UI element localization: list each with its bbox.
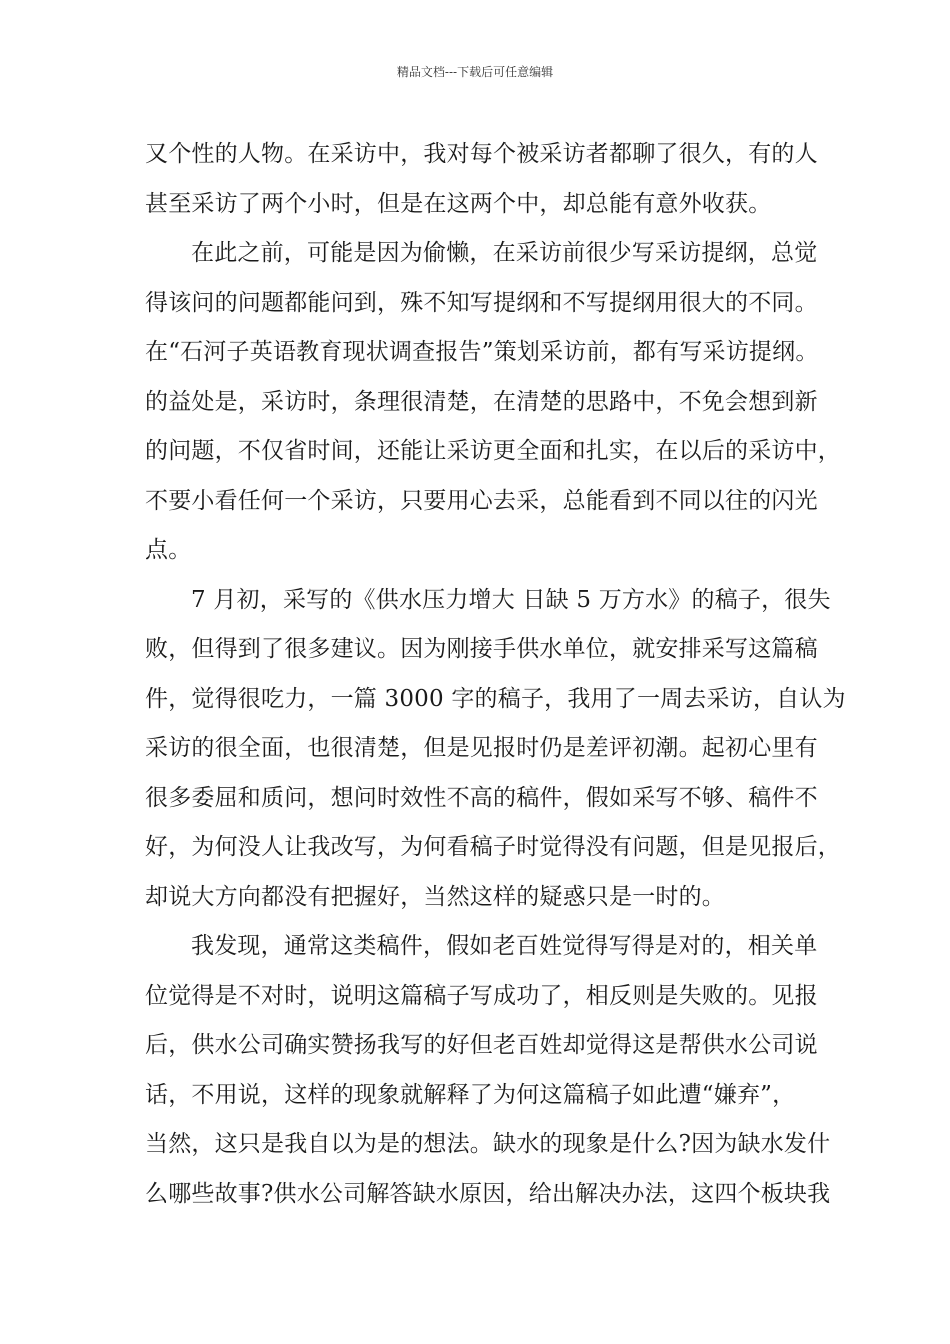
document-body	[145, 130, 846, 1219]
text-line: 败，但得到了很多建议。因为刚接手供水单位，就安排采写这篇稿	[145, 636, 818, 662]
text-line: 我发现，通常这类稿件，假如老百姓觉得写得是对的，相关单	[191, 933, 818, 959]
text-line: 很多委屈和质问，想问时效性不高的稿件，假如采写不够、稿件不	[145, 784, 818, 811]
text-line: 话，不用说，这样的现象就解释了为何这篇稿子如此遭“嫌弃”，	[145, 1081, 796, 1108]
text-line: 不要小看任何一个采访，只要用心去采，总能看到不同以往的闪光	[145, 487, 818, 514]
text-line: 么哪些故事?供水公司解答缺水原因，给出解决办法，这四个板块我	[145, 1180, 831, 1207]
text-line: 的问题，不仅省时间，还能让采访更全面和扎实，在以后的采访中，	[145, 438, 841, 464]
text-line: 后，供水公司确实赞扬我写的好但老百姓却觉得这是帮供水公司说	[145, 1032, 818, 1058]
page-header: 精品文档---下载后可任意编辑	[396, 65, 554, 79]
text-line: 却说大方向都没有把握好，当然这样的疑惑只是一时的。	[145, 883, 725, 910]
text-line: 当然，这只是我自以为是的想法。缺水的现象是什么?因为缺水发什	[145, 1131, 831, 1157]
text-line: 点。	[145, 537, 192, 563]
text-line: 得该问的问题都能问到，殊不知写提纲和不写提纲用很大的不同。	[145, 289, 818, 316]
text-line: 采访的很全面，也很清楚，但是见报时仍是差评初潮。起初心里有	[145, 735, 818, 761]
text-line: 甚至采访了两个小时，但是在这两个中，却总能有意外收获。	[145, 190, 772, 217]
text-line: 位觉得是不对时，说明这篇稿子写成功了，相反则是失败的。见报	[145, 982, 818, 1009]
text-line: 在此之前，可能是因为偷懒，在采访前很少写采访提纲，总觉	[191, 240, 818, 266]
text-line: 的益处是，采访时，条理很清楚，在清楚的思路中，不免会想到新	[145, 388, 818, 415]
text-line: 好，为何没人让我改写，为何看稿子时觉得没有问题，但是见报后，	[145, 834, 841, 860]
text-line: 又个性的人物。在采访中，我对每个被采访者都聊了很久，有的人	[145, 141, 818, 167]
text-line: 7 月初，采写的《供水压力增大 日缺 5 万方水》的稿子，很失	[191, 586, 831, 613]
text-line: 在“石河子英语教育现状调查报告”策划采访前，都有写采访提纲。	[145, 339, 819, 365]
text-line: 件，觉得很吃力，一篇 3000 字的稿子，我用了一周去采访，自认为	[145, 685, 846, 712]
